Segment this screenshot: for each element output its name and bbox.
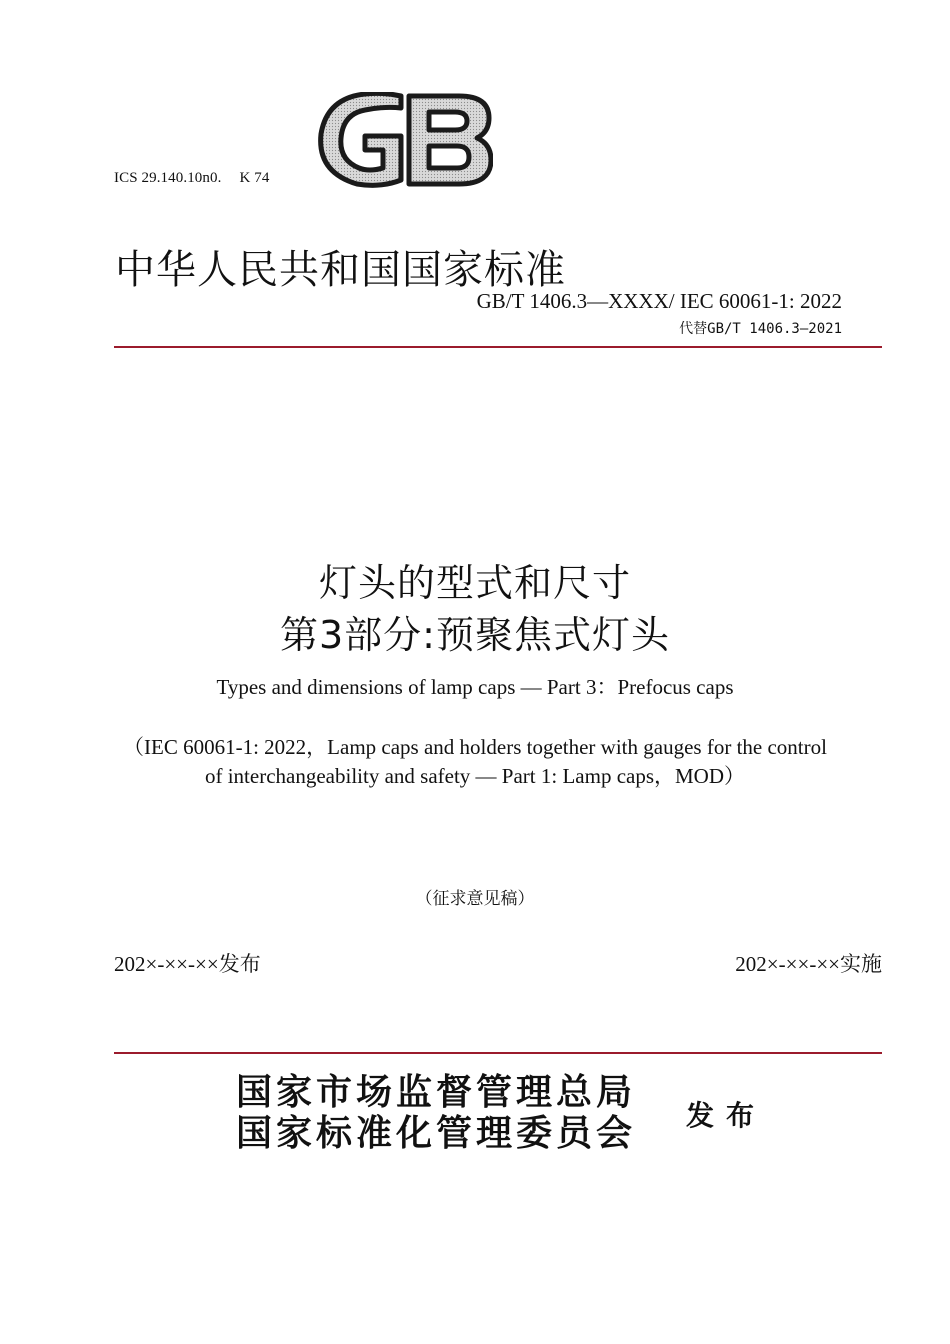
national-standard-title: 中华人民共和国国家标准 [115,247,566,293]
issuer-sac: 国家标准化管理委员会 [236,1112,637,1154]
publish-date: 202×-××-××发布 [114,952,261,976]
ccs-code: K 74 [239,170,270,186]
chinese-title-line2: 第3部分:预聚焦式灯头 [280,613,670,657]
standard-number: GB/T 1406.3—XXXX/ IEC 60061-1: 2022 [476,289,842,313]
issuing-authorities [236,1072,636,1154]
implementation-date: 202×-××-××实施 [735,952,882,976]
issuer-samr: 国家市场监督管理总局 [236,1071,637,1113]
chinese-title-line1: 灯头的型式和尺寸 [318,561,631,605]
english-title: Types and dimensions of lamp caps — Part 3：Prefocus caps [216,675,734,699]
iec-reference [0,733,950,791]
ics-ccs-codes [114,170,269,187]
ics-code: ICS 29.140.10n0. [114,170,222,186]
top-divider [114,346,882,348]
gb-logo [313,92,493,188]
bottom-divider [114,1052,882,1054]
iec-reference-line2: of interchangeability and safety — Part 1: Lamp caps，MOD） [204,764,746,788]
draft-stage: （征求意见稿） [415,889,535,908]
issued-label: 发布 [686,1099,767,1132]
replaces-standard: 代替GB/T 1406.3—2021 [679,321,842,337]
iec-reference-line1: （IEC 60061-1: 2022，Lamp caps and holders together with gauges for the control [123,735,827,759]
